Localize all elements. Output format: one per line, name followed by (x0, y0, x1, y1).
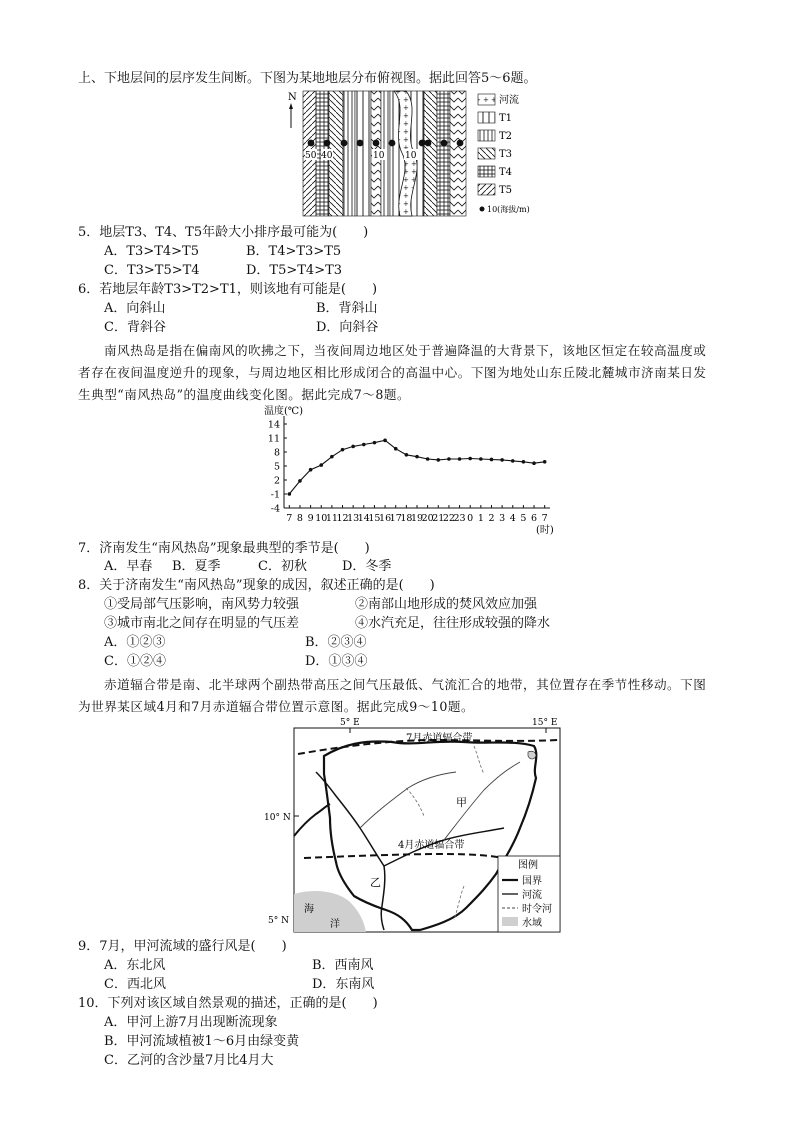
legend-point: 10(海拔/m) (487, 205, 530, 214)
temperature-point (383, 439, 387, 443)
x-tick-label: 17 (389, 513, 402, 524)
temperature-point (436, 458, 440, 462)
x-tick-label: 4 (509, 513, 516, 524)
map-lat-10n: 10° N (264, 813, 291, 823)
y-tick-label: -1 (270, 489, 280, 501)
itcz-july-label: 7月赤道辐合带 (406, 733, 473, 744)
temperature-point (511, 459, 515, 463)
q6-stem: 6．若地层年龄T3>T2>T1，则该地有可能是( ) (78, 282, 378, 297)
map-lat-5n: 5° N (268, 916, 289, 926)
q6-option-c[interactable]: C．背斜谷 (104, 320, 166, 335)
x-tick-label: 20 (421, 513, 434, 524)
river-yi-label: 乙 (370, 876, 381, 889)
legend-t5: T5 (499, 185, 513, 196)
temperature-point (288, 492, 292, 496)
x-tick-label: 13 (347, 513, 360, 524)
q6-option-b[interactable]: B．背斜山 (316, 301, 378, 316)
temperature-point (362, 443, 366, 447)
temperature-point (500, 458, 504, 462)
x-tick-label: 2 (488, 513, 495, 524)
river-jia-label: 甲 (456, 796, 467, 809)
x-tick-label: 14 (357, 513, 370, 524)
temperature-point (309, 468, 313, 472)
x-tick-label: 23 (453, 513, 466, 524)
map-lon-5e: 5° E (340, 718, 360, 728)
q8-statement-1: ①受局部气压影响，南风势力较强 (104, 597, 300, 612)
temperature-chart (258, 400, 558, 538)
temperature-point (532, 461, 536, 465)
q9-stem: 9．7月，甲河流域的盛行风是( ) (78, 939, 287, 954)
legend-t3: T3 (499, 149, 513, 160)
x-tick-label: 7 (286, 513, 293, 524)
q5-stem: 5．地层T3、T4、T5年龄大小排序最可能为( ) (78, 225, 369, 240)
strata-legend (478, 93, 530, 214)
x-tick-label: 9 (307, 513, 314, 524)
legend-t2: T2 (499, 131, 513, 142)
q9-option-a[interactable]: A．东北风 (104, 958, 166, 973)
elev-label-50: 50 (305, 151, 317, 161)
q8-statement-4: ④水汽充足，往往形成较强的降水 (355, 616, 551, 631)
ocean-label-2: 洋 (330, 919, 340, 930)
lake (528, 751, 536, 759)
q9-option-b[interactable]: B．西南风 (312, 958, 374, 973)
y-tick-label: 11 (267, 433, 280, 445)
x-tick-label: 19 (410, 513, 424, 524)
itcz-april-label: 4月赤道辐合带 (398, 840, 465, 851)
temperature-point (298, 479, 302, 483)
legend-river: 河流 (522, 890, 542, 901)
q9-option-c[interactable]: C．西北风 (104, 977, 166, 992)
q8-statement-2: ②南部山地形成的焚风效应加强 (355, 597, 538, 612)
itcz-map (264, 716, 574, 934)
q8-option-c[interactable]: C．①②④ (104, 654, 166, 669)
temperature-line (289, 440, 544, 494)
q7-option-d[interactable]: D．冬季 (342, 559, 392, 574)
legend-river: 河流 (499, 95, 519, 106)
x-tick-label: 5 (520, 513, 527, 524)
x-tick-label: 7 (541, 513, 548, 524)
legend-title: 图例 (518, 860, 538, 871)
q5-option-b[interactable]: B．T4>T3>T5 (246, 244, 342, 259)
y-tick-label: 2 (273, 475, 280, 487)
x-tick-label: 15 (368, 513, 381, 524)
x-tick-label: 8 (296, 513, 303, 524)
q5-option-d[interactable]: D．T5>T4>T3 (246, 263, 343, 278)
q8-option-b[interactable]: B．②③④ (305, 635, 367, 650)
temperature-point (330, 455, 334, 459)
intro-text-2: 南风热岛是指在偏南风的吹拂之下，当夜间周边地区处于普遍降温的大背景下，该地区恒定在较高温度或者存在夜间温度逆升的现象，与周边地区相比形成闭合的高温中心。下图为地处山东丘陵北麓城市济南某日发生典型“南风热岛”的温度曲线变化图。据此完成7～8题。 (78, 343, 707, 402)
chart-xlabel: (时) (536, 525, 554, 536)
intro-text-3: 赤道辐合带是南、北半球两个副热带高压之间气压最低、气流汇合的地带，其位置存在季节性移动。下图为世界某区域4月和7月赤道辐合带位置示意图。据此完成9～10题。 (78, 677, 707, 714)
legend-t1: T1 (499, 113, 513, 124)
temperature-point (351, 445, 355, 449)
q10-option-a[interactable]: A．甲河上游7月出现断流现象 (104, 1015, 278, 1030)
q10-option-c[interactable]: C．乙河的含沙量7月比4月大 (104, 1053, 274, 1068)
q9-option-d[interactable]: D．东南风 (312, 977, 375, 992)
q7-option-b[interactable]: B．夏季 (172, 559, 221, 574)
q5-option-a[interactable]: A．T3>T4>T5 (104, 244, 199, 259)
q8-option-a[interactable]: A．①②③ (104, 635, 166, 650)
temperature-point (468, 457, 472, 461)
legend-water: 水域 (522, 918, 542, 929)
temperature-point (447, 457, 451, 461)
temperature-point (458, 457, 462, 461)
y-tick-label: 5 (273, 461, 280, 473)
x-tick-label: 22 (442, 513, 455, 524)
legend-border: 国界 (522, 876, 542, 887)
temperature-point (543, 460, 547, 464)
q7-option-c[interactable]: C．初秋 (258, 559, 307, 574)
q10-stem: 10．下列对该区域自然景观的描述，正确的是( ) (78, 996, 378, 1011)
strata-figure (282, 88, 552, 220)
q10-option-b[interactable]: B．甲河流域植被1～6月由绿变黄 (104, 1034, 300, 1049)
temperature-point (490, 458, 494, 462)
x-tick-label: 10 (315, 513, 328, 524)
temperature-point (373, 441, 377, 445)
y-tick-label: -4 (270, 503, 280, 515)
ocean-label-1: 海 (304, 904, 314, 915)
temperature-point (319, 463, 323, 467)
temperature-point (522, 460, 526, 464)
x-tick-label: 0 (467, 513, 474, 524)
x-tick-label: 16 (379, 513, 392, 524)
q6-option-d[interactable]: D．向斜谷 (316, 320, 379, 335)
q8-stem: 8．关于济南发生“南风热岛”现象的成因，叙述正确的是( ) (78, 578, 435, 593)
y-tick-label: 8 (273, 447, 280, 459)
elev-label-10a: 10 (373, 151, 385, 161)
temperature-point (479, 457, 483, 461)
q7-stem: 7．济南发生“南风热岛”现象最典型的季节是( ) (78, 541, 370, 556)
x-tick-label: 3 (499, 513, 506, 524)
q5-option-c[interactable]: C．T3>T5>T4 (104, 263, 200, 278)
legend-t4: T4 (499, 167, 513, 178)
chart-ylabel: 温度(℃) (264, 406, 303, 417)
north-label: N (288, 92, 297, 103)
x-tick-label: 21 (432, 513, 445, 524)
temperature-point (405, 453, 409, 457)
x-tick-label: 18 (400, 513, 413, 524)
elev-label-10b: 10 (405, 151, 417, 161)
q7-option-a[interactable]: A．早春 (104, 559, 153, 574)
temperature-point (394, 447, 398, 451)
temperature-point (415, 455, 419, 459)
temperature-point (426, 457, 430, 461)
y-tick-label: 14 (267, 419, 280, 431)
intro-text-1: 上、下地层间的层序发生间断。下图为某地地层分布俯视图。据此回答5～6题。 (78, 71, 537, 86)
map-legend (498, 856, 560, 932)
elev-label-40: 40 (321, 151, 333, 161)
legend-seasonal-river: 时令河 (522, 904, 552, 915)
q8-statement-3: ③城市南北之间存在明显的气压差 (104, 616, 300, 631)
x-tick-label: 11 (325, 513, 338, 524)
q8-option-d[interactable]: D．①③④ (305, 654, 368, 669)
x-tick-label: 1 (477, 513, 484, 524)
q6-option-a[interactable]: A．向斜山 (104, 301, 166, 316)
map-lon-15e: 15° E (532, 718, 558, 728)
x-tick-label: 12 (336, 513, 349, 524)
x-tick-label: 6 (531, 513, 538, 524)
temperature-point (341, 448, 345, 452)
